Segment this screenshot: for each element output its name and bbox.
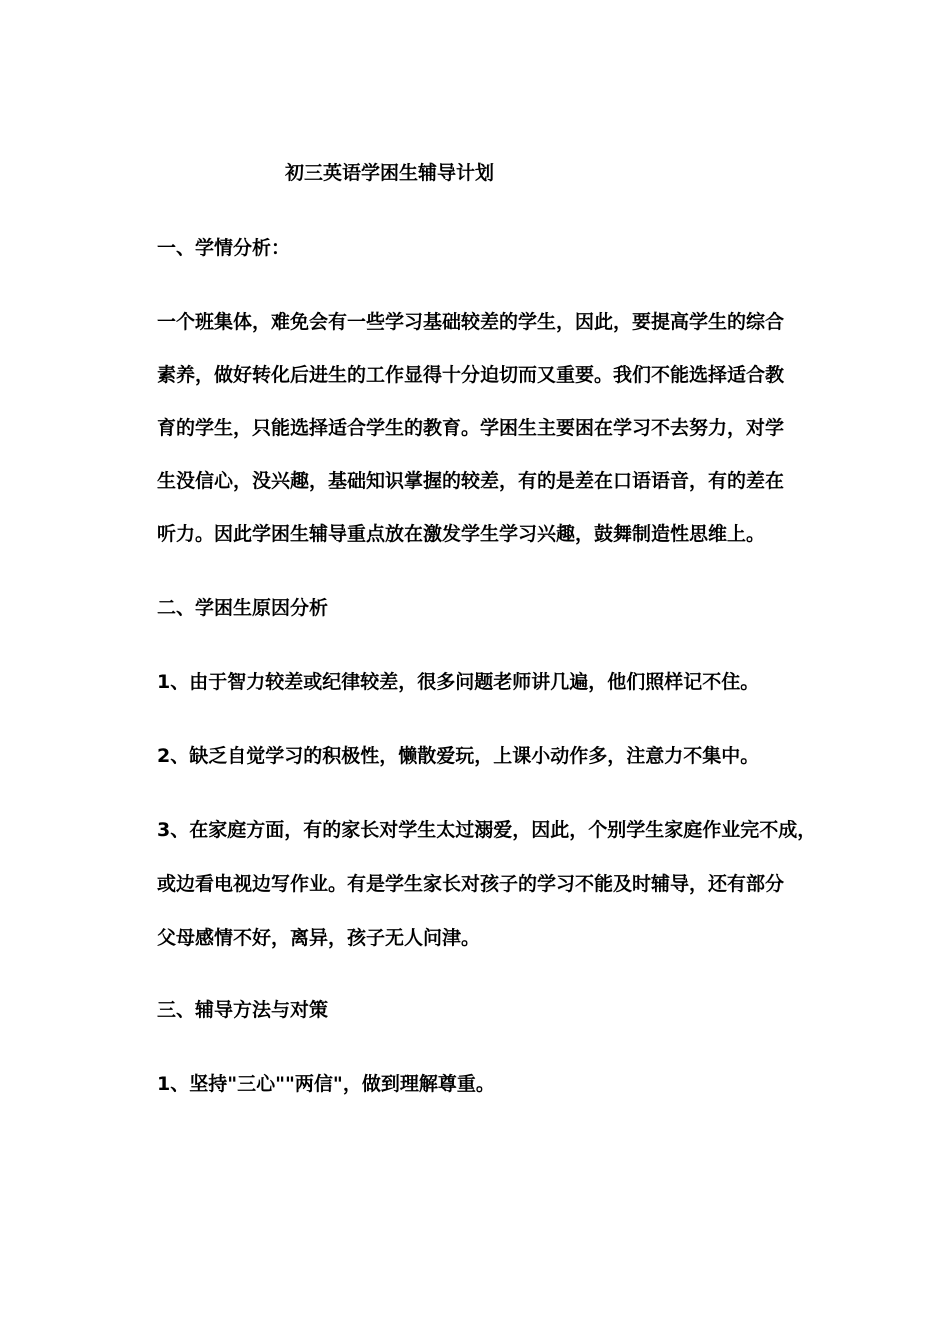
document-title: 初三英语学困生辅导计划	[285, 162, 495, 184]
section-heading-methods: 三、辅导方法与对策	[157, 999, 329, 1021]
paragraph-line: 听力。因此学困生辅导重点放在激发学生学习兴趣，鼓舞制造性思维上。	[157, 523, 766, 545]
paragraph-line: 生没信心，没兴趣，基础知识掌握的较差，有的是差在口语语音，有的差在	[157, 470, 785, 492]
list-item: 1、由于智力较差或纪律较差，很多问题老师讲几遍，他们照样记不住。	[157, 671, 760, 693]
list-item-line: 3、在家庭方面，有的家长对学生太过溺爱，因此，个别学生家庭作业完不成，	[157, 819, 817, 841]
list-item-line: 父母感情不好，离异，孩子无人问津。	[157, 927, 481, 949]
paragraph-line: 素养，做好转化后进生的工作显得十分迫切而又重要。我们不能选择适合教	[157, 364, 785, 386]
list-item-line: 或边看电视边写作业。有是学生家长对孩子的学习不能及时辅导，还有部分	[157, 873, 785, 895]
section-heading-causes: 二、学困生原因分析	[157, 597, 329, 619]
paragraph-line: 一个班集体，难免会有一些学习基础较差的学生，因此，要提高学生的综合	[157, 311, 785, 333]
section-heading-analysis: 一、学情分析：	[157, 237, 291, 259]
list-item: 2、缺乏自觉学习的积极性，懒散爱玩，上课小动作多，注意力不集中。	[157, 745, 760, 767]
list-item: 1、坚持"三心""两信"，做到理解尊重。	[157, 1073, 495, 1095]
paragraph-line: 育的学生，只能选择适合学生的教育。学困生主要困在学习不去努力，对学	[157, 417, 785, 439]
